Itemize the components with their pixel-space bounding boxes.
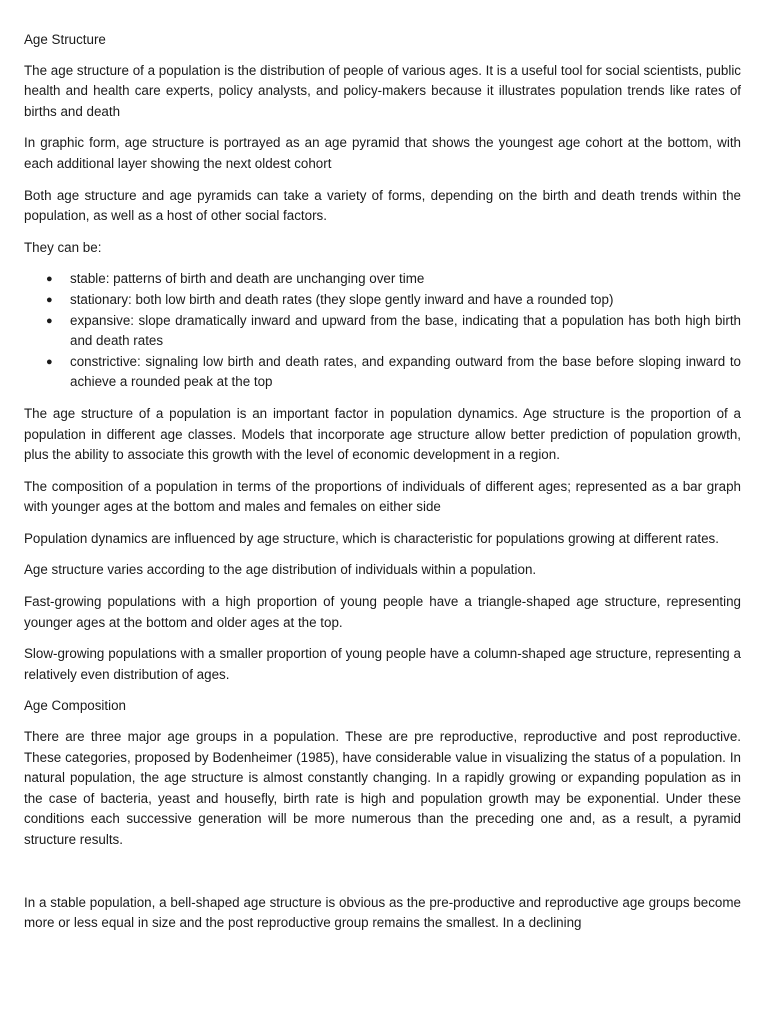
list-item-stable (24, 269, 741, 290)
paragraph-composition: The composition of a population in terms of the proportions of individuals of different ages; represented as a bar graph with younger ages at the bottom and males and females on either side (24, 478, 741, 515)
list-item-text: stable: patterns of birth and death are unchanging over time (70, 271, 425, 287)
paragraph-varies: Age structure varies according to the age distribution of individuals within a population. (24, 562, 537, 578)
list-item-text: expansive: slope dramatically inward and upward from the base, indicating that a population has both high birth and death rates (70, 312, 741, 349)
paragraph-fast-growing: Fast-growing populations with a high proportion of young people have a triangle-shaped age structure, representing younger ages at the bottom and older ages at the top. (24, 594, 741, 630)
paragraph-forms: Both age structure and age pyramids can take a variety of forms, depending on the birth and death trends within the population, as well as a host of other social factors. (24, 187, 741, 224)
blank-space (24, 862, 741, 893)
bullet-icon: ● (46, 273, 53, 286)
paragraph-definition: The age structure of a population is the distribution of people of various ages. It is a useful tool for social scientists, public health and health care experts, policy analysts, and policy-makers because it illustrates population trends like rates of births and death (24, 62, 741, 119)
list-item-constrictive (24, 352, 741, 393)
paragraph-influenced: Population dynamics are influenced by age structure, which is characteristic for populations growing at different rates. (24, 530, 719, 546)
bullet-icon: ● (46, 314, 53, 327)
list-item-text: constrictive: signaling low birth and death rates, and expanding outward from the base before sloping inward to achieve a rounded peak at the top (70, 353, 741, 390)
paragraph-graphic-form: In graphic form, age structure is portrayed as an age pyramid that shows the youngest age cohort at the bottom, with each additional layer showing the next oldest cohort (24, 135, 741, 171)
paragraph-slow-growing: Slow-growing populations with a smaller proportion of young people have a column-shaped age structure, representing a relatively even distribution of ages. (24, 646, 741, 682)
paragraph-stable-population: In a stable population, a bell-shaped age structure is obvious as the pre-productive and reproductive age groups become more or less equal in size and the post reproductive group remains the smallest. In a declining (24, 894, 741, 931)
section-heading-age-structure: Age Structure (24, 32, 106, 47)
list-item-stationary (24, 290, 741, 311)
bullet-icon: ● (46, 355, 53, 368)
bullet-icon: ● (46, 293, 53, 306)
paragraph-population-dynamics-factor: The age structure of a population is an important factor in population dynamics. Age structure is the proportion of a population in different age classes. Models that incorporate age structure allow better prediction of population growth, plus the ability to associate this growth with the level of economic development in a region. (24, 405, 741, 463)
list-item-text: stationary: both low birth and death rates (they slope gently inward and have a rounded top) (70, 291, 614, 307)
paragraph-they-can-be: They can be: (24, 239, 102, 255)
paragraph-age-groups: There are three major age groups in a population. These are pre reproductive, reproductive and post reproductive. These categories, proposed by Bodenheimer (1985), have considerable value in visualizing the status of a population. In natural population, the age structure is almost constantly changing. In a rapidly growing or expanding population as in the case of bacteria, yeast and housefly, birth rate is high and population growth may be exponential. Under these conditions each successive generation will be more numerous than the preceding one and, as a result, a pyramid structure results. (24, 729, 741, 847)
section-heading-age-composition: Age Composition (24, 698, 126, 714)
pyramid-types-list (24, 269, 741, 393)
list-item-expansive (24, 311, 741, 352)
